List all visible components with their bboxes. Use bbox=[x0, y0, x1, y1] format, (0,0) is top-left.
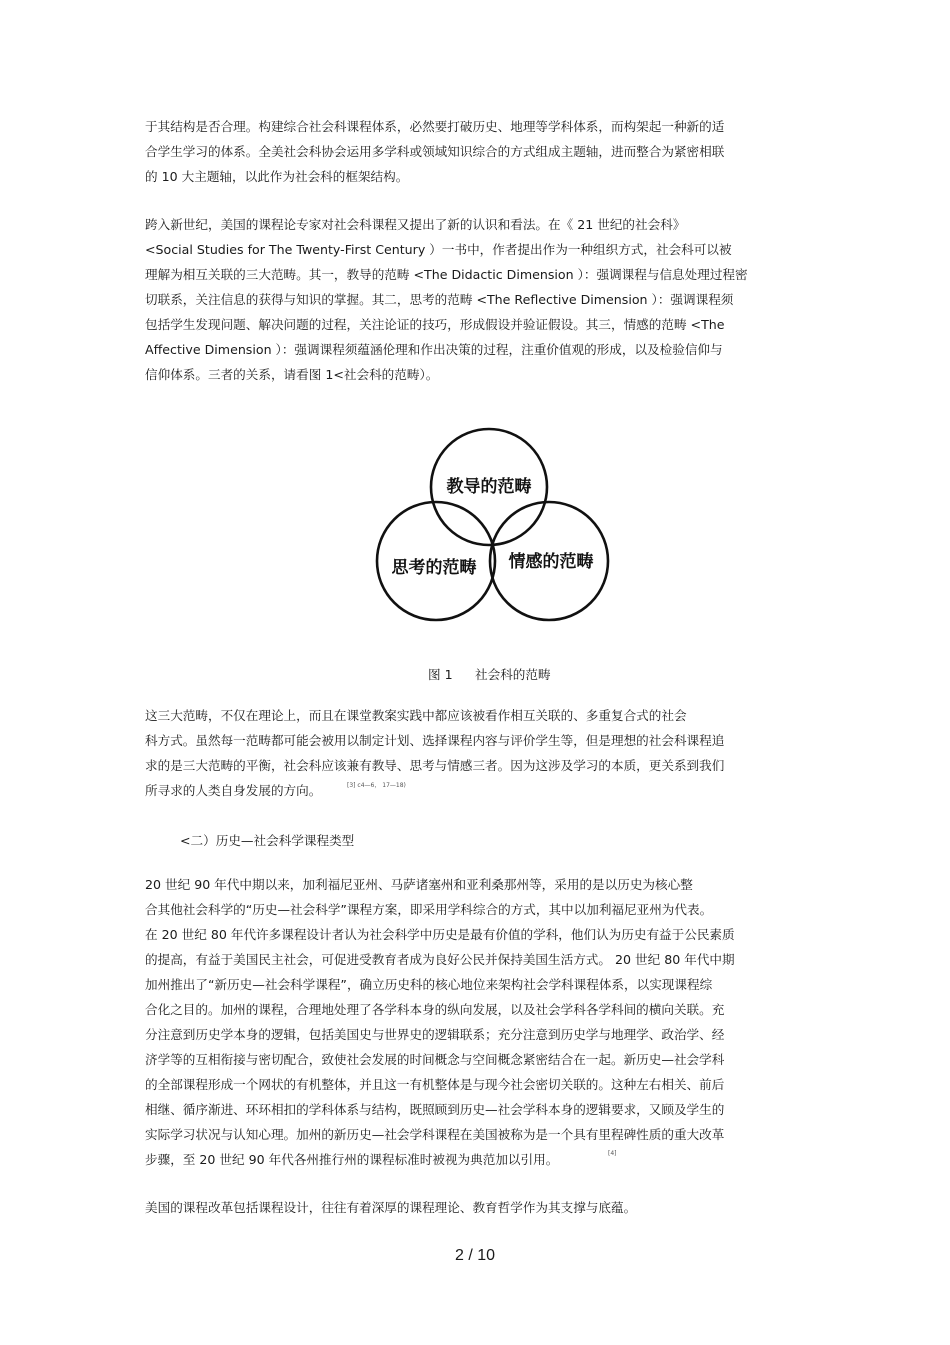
body-text-line: 相继、循序渐进、环环相扣的学科体系与结构，既照顾到历史—社会学科本身的逻辑要求，又顾及学生的 bbox=[145, 1102, 725, 1117]
body-text-line: 合学生学习的体系。全美社会科协会运用多学科或领域知识综合的方式组成主题轴，进而整合为紧密相联 bbox=[145, 144, 725, 159]
venn-diagram bbox=[370, 420, 610, 630]
body-text-line: 实际学习状况与认知心理。加州的新历史—社会学科课程在美国被称为是一个具有里程碑性质的重大改革 bbox=[145, 1127, 725, 1142]
section-heading: <二）历史—社会科学课程类型 bbox=[180, 833, 355, 848]
body-text-line: Affective Dimension ）：强调课程须蕴涵伦理和作出决策的过程，注重价值观的形成，以及检验信仰与 bbox=[145, 342, 723, 357]
body-text-line: 美国的课程改革包括课程设计，往往有着深厚的课程理论、教育哲学作为其支撑与底蕴。 bbox=[145, 1200, 637, 1215]
body-text-line: 包括学生发现问题、解决问题的过程，关注论证的技巧，形成假设并验证假设。其三，情感的范畴 <The bbox=[145, 317, 725, 332]
body-text-line: 切联系，关注信息的获得与知识的掌握。其二，思考的范畴 <The Reflective Dimension ）：强调课程须 bbox=[145, 292, 734, 307]
body-text-line: 合其他社会科学的“历史—社会科学”课程方案，即采用学科综合的方式，其中以加利福尼亚州为代表。 bbox=[145, 902, 713, 917]
body-text-line: 合化之目的。加州的课程，合理地处理了各学科本身的纵向发展，以及社会学科各学科间的横向关联。充 bbox=[145, 1002, 725, 1017]
body-text-line: 这三大范畴，不仅在理论上，而且在课堂教案实践中都应该被看作相互关联的、多重复合式的社会 bbox=[145, 708, 687, 723]
page-number: 2 / 10 bbox=[454, 1247, 496, 1264]
body-text-line: 信仰体系。三者的关系，请看图 1<社会科的范畴）。 bbox=[145, 367, 439, 382]
label-reflective: 思考的范畴 bbox=[391, 558, 477, 578]
body-text-line: 济学等的互相衔接与密切配合，致使社会发展的时间概念与空间概念紧密结合在一起。新历史—社会学科 bbox=[145, 1052, 725, 1067]
body-text-line: 在 20 世纪 80 年代许多课程设计者认为社会科学中历史是最有价值的学科，他们认为历史有益于公民素质 bbox=[145, 927, 735, 942]
body-text-line: 跨入新世纪，美国的课程论专家对社会科课程又提出了新的认识和看法。在《 21 世纪的社会科》 bbox=[145, 217, 686, 232]
body-text-line: 于其结构是否合理。构建综合社会科课程体系，必然要打破历史、地理等学科体系，而构架起一种新的适 bbox=[145, 119, 725, 134]
body-text-line: 理解为相互关联的三大范畴。其一，教导的范畴 <The Didactic Dimension ）：强调课程与信息处理过程密 bbox=[145, 267, 748, 282]
citation-reference: [3] c4—6， 17—18) bbox=[347, 782, 406, 789]
body-text-line: 分注意到历史学本身的逻辑，包括美国史与世界史的逻辑联系；充分注意到历史学与地理学、政治学、经 bbox=[145, 1027, 725, 1042]
body-text-line: 所寻求的人类自身发展的方向。 bbox=[145, 783, 322, 798]
body-text-line: 的提高，有益于美国民主社会，可促进受教育者成为良好公民并保持美国生活方式。 20 世纪 80 年代中期 bbox=[145, 952, 735, 967]
body-text-line: 的 10 大主题轴，以此作为社会科的框架结构。 bbox=[145, 169, 409, 184]
citation-reference: [4] bbox=[608, 1150, 617, 1157]
body-text-line: 20 世纪 90 年代中期以来，加利福尼亚州、马萨诸塞州和亚利桑那州等，采用的是以历史为核心整 bbox=[145, 877, 693, 892]
body-text-line: 求的是三大范畴的平衡，社会科应该兼有教导、思考与情感三者。因为这涉及学习的本质，更关系到我们 bbox=[145, 758, 725, 773]
label-didactic: 教导的范畴 bbox=[446, 477, 532, 497]
figure-caption-number: 图 1 bbox=[428, 667, 453, 682]
body-text-line: 科方式。虽然每一范畴都可能会被用以制定计划、选择课程内容与评价学生等，但是理想的社会科课程追 bbox=[145, 733, 725, 748]
label-affective: 情感的范畴 bbox=[508, 552, 594, 572]
figure-caption-text: 社会科的范畴 bbox=[475, 667, 551, 682]
body-text-line: 加州推出了“新历史—社会科学课程”，确立历史科的核心地位来架构社会学科课程体系，以实现课程综 bbox=[145, 977, 713, 992]
body-text-line: <Social Studies for The Twenty-First Century ）一书中，作者提出作为一种组织方式，社会科可以被 bbox=[145, 242, 732, 257]
body-text-line: 的全部课程形成一个网状的有机整体，并且这一有机整体是与现今社会密切关联的。这种左右相关、前后 bbox=[145, 1077, 725, 1092]
body-text-line: 步骤，至 20 世纪 90 年代各州推行州的课程标准时被视为典范加以引用。 bbox=[145, 1152, 559, 1167]
